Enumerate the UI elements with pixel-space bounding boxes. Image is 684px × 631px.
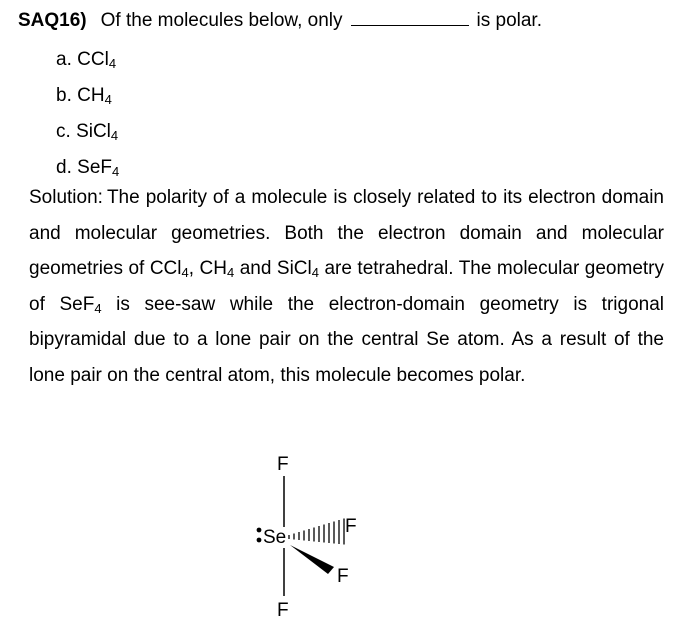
option-d: d. SeF$_4$ [56,157,120,179]
option-a: a. CCl$_4$ [56,49,117,71]
option-c: c. SiCl$_4$ [56,121,119,143]
lone-pair-dot-2 [257,538,262,543]
atom-f-top: F [277,454,289,475]
question-text: Of the molecules below, only [100,10,343,31]
solution-label: Solution: [29,187,103,208]
solution-paragraph: Solution: The polarity of a molecule is closely related to its electron domain and molecular geometries. Both the electron domain and molecular geometries of CCl$_4$, $CH_4$ and SiCl$_4$ are tetrahedral. The molecular geometry of SeF$_4$ is see-saw while the electron-domain geometry is trigonal bipyramidal due to a lone pair on the central Se atom. As a result of the lone pair on the central atom, this molecule becomes polar. [29,187,665,386]
bond-hashed-wedge [289,519,344,545]
question-number: SAQ16) [18,10,87,31]
question-text-end: is polar. [476,10,542,31]
option-b: b. $CH_4$ [56,85,112,107]
atom-f-right: F [345,516,357,537]
atom-se-central: Se [263,527,287,548]
answer-options [56,42,119,186]
atom-f-lower-right: F [337,566,349,587]
lone-pair-dot-1 [257,528,262,533]
answer-blank [351,8,469,26]
bond-solid-wedge [290,545,334,574]
sef4-structure-diagram [230,446,380,626]
atom-f-bottom: F [277,600,289,621]
question-line [18,8,542,34]
